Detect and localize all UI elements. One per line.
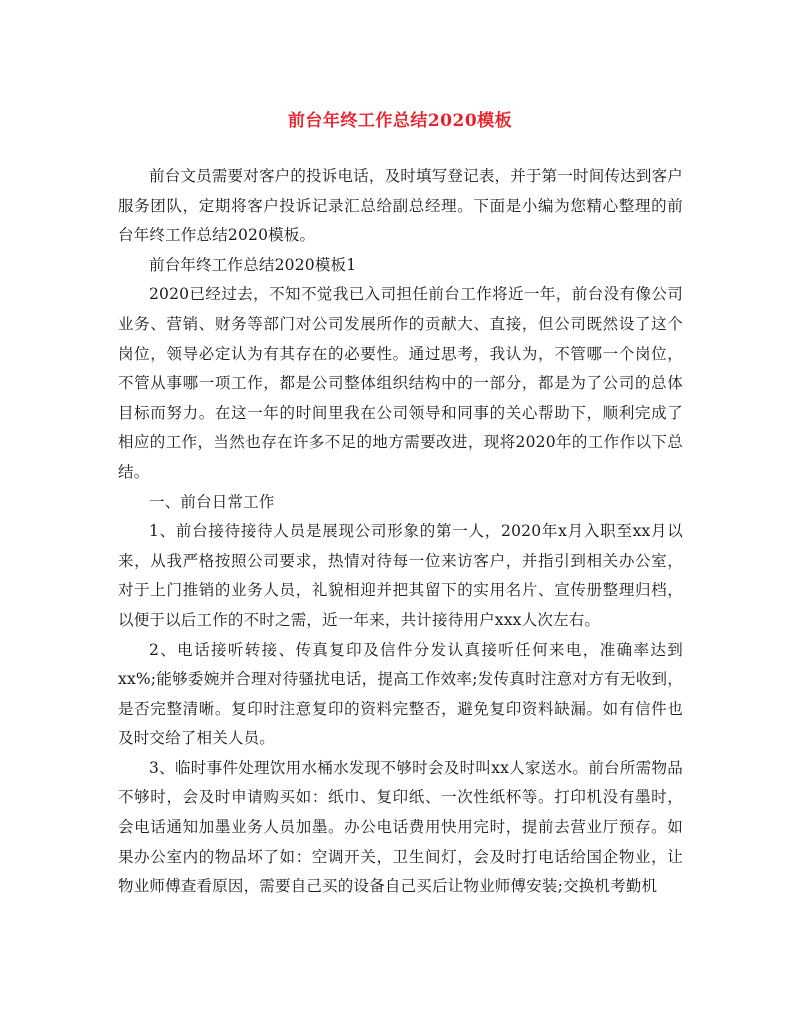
- document-body: [118, 162, 683, 902]
- incident-paragraph: 3、临时事件处理饮用水桶水发现不够时会及时叫xx人家送水。前台所需物品不够时，会及时申请购买如：纸巾、复印纸、一次性纸杯等。打印机没有墨时，会电话通知加墨业务人员加墨。办公电话费用快用完时，提前去营业厅预存。如果办公室内的物品坏了如：空调开关，卫生间灯，会及时打电话给国企物业，让物业师傅查看原因，需要自己买的设备自己买后让物业师傅安装;交换机考勤机: [118, 758, 683, 896]
- intro-paragraph: 前台文员需要对客户的投诉电话，及时填写登记表，并于第一时间传达到客户服务团队，定期将客户投诉记录汇总给副总经理。下面是小编为您精心整理的前台年终工作总结2020模板。: [118, 167, 683, 245]
- section-heading-template-1: 前台年终工作总结2020模板1: [149, 255, 357, 274]
- phone-fax-paragraph: 2、电话接听转接、传真复印及信件分发认真接听任何来电，准确率达到xx%;能够委婉并合理对待骚扰电话，提高工作效率;发传真时注意对方有无收到，是否完整清晰。复印时注意复印的资料完整否，避免复印资料缺漏。如有信件也及时交给了相关人员。: [118, 640, 683, 748]
- document-title: 前台年终工作总结2020模板: [287, 111, 513, 131]
- section-heading-daily-work: 一、前台日常工作: [149, 492, 275, 511]
- reception-paragraph: 1、前台接待接待人员是展现公司形象的第一人，2020年x月入职至xx月以来，从我严格按照公司要求，热情对待每一位来访客户，并指引到相关办公室，对于上门推销的业务人员，礼貌相迎并把其留下的实用名片、宣传册整理归档，以便于以后工作的不时之需，近一年来，共计接待用户xxx人次左右。: [118, 522, 683, 629]
- summary-paragraph: 2020已经过去，不知不觉我已入司担任前台工作将近一年，前台没有像公司业务、营销、财务等部门对公司发展所作的贡献大、直接，但公司既然设了这个岗位，领导必定认为有其存在的必要性。通过思考，我认为，不管哪一个岗位，不管从事哪一项工作，都是公司整体组织结构中的一部分，都是为了公司的总体目标而努力。在这一年的时间里我在公司领导和同事的关心帮助下，顺利完成了相应的工作，当然也存在许多不足的地方需要改进，现将2020年的工作作以下总结。: [118, 285, 683, 481]
